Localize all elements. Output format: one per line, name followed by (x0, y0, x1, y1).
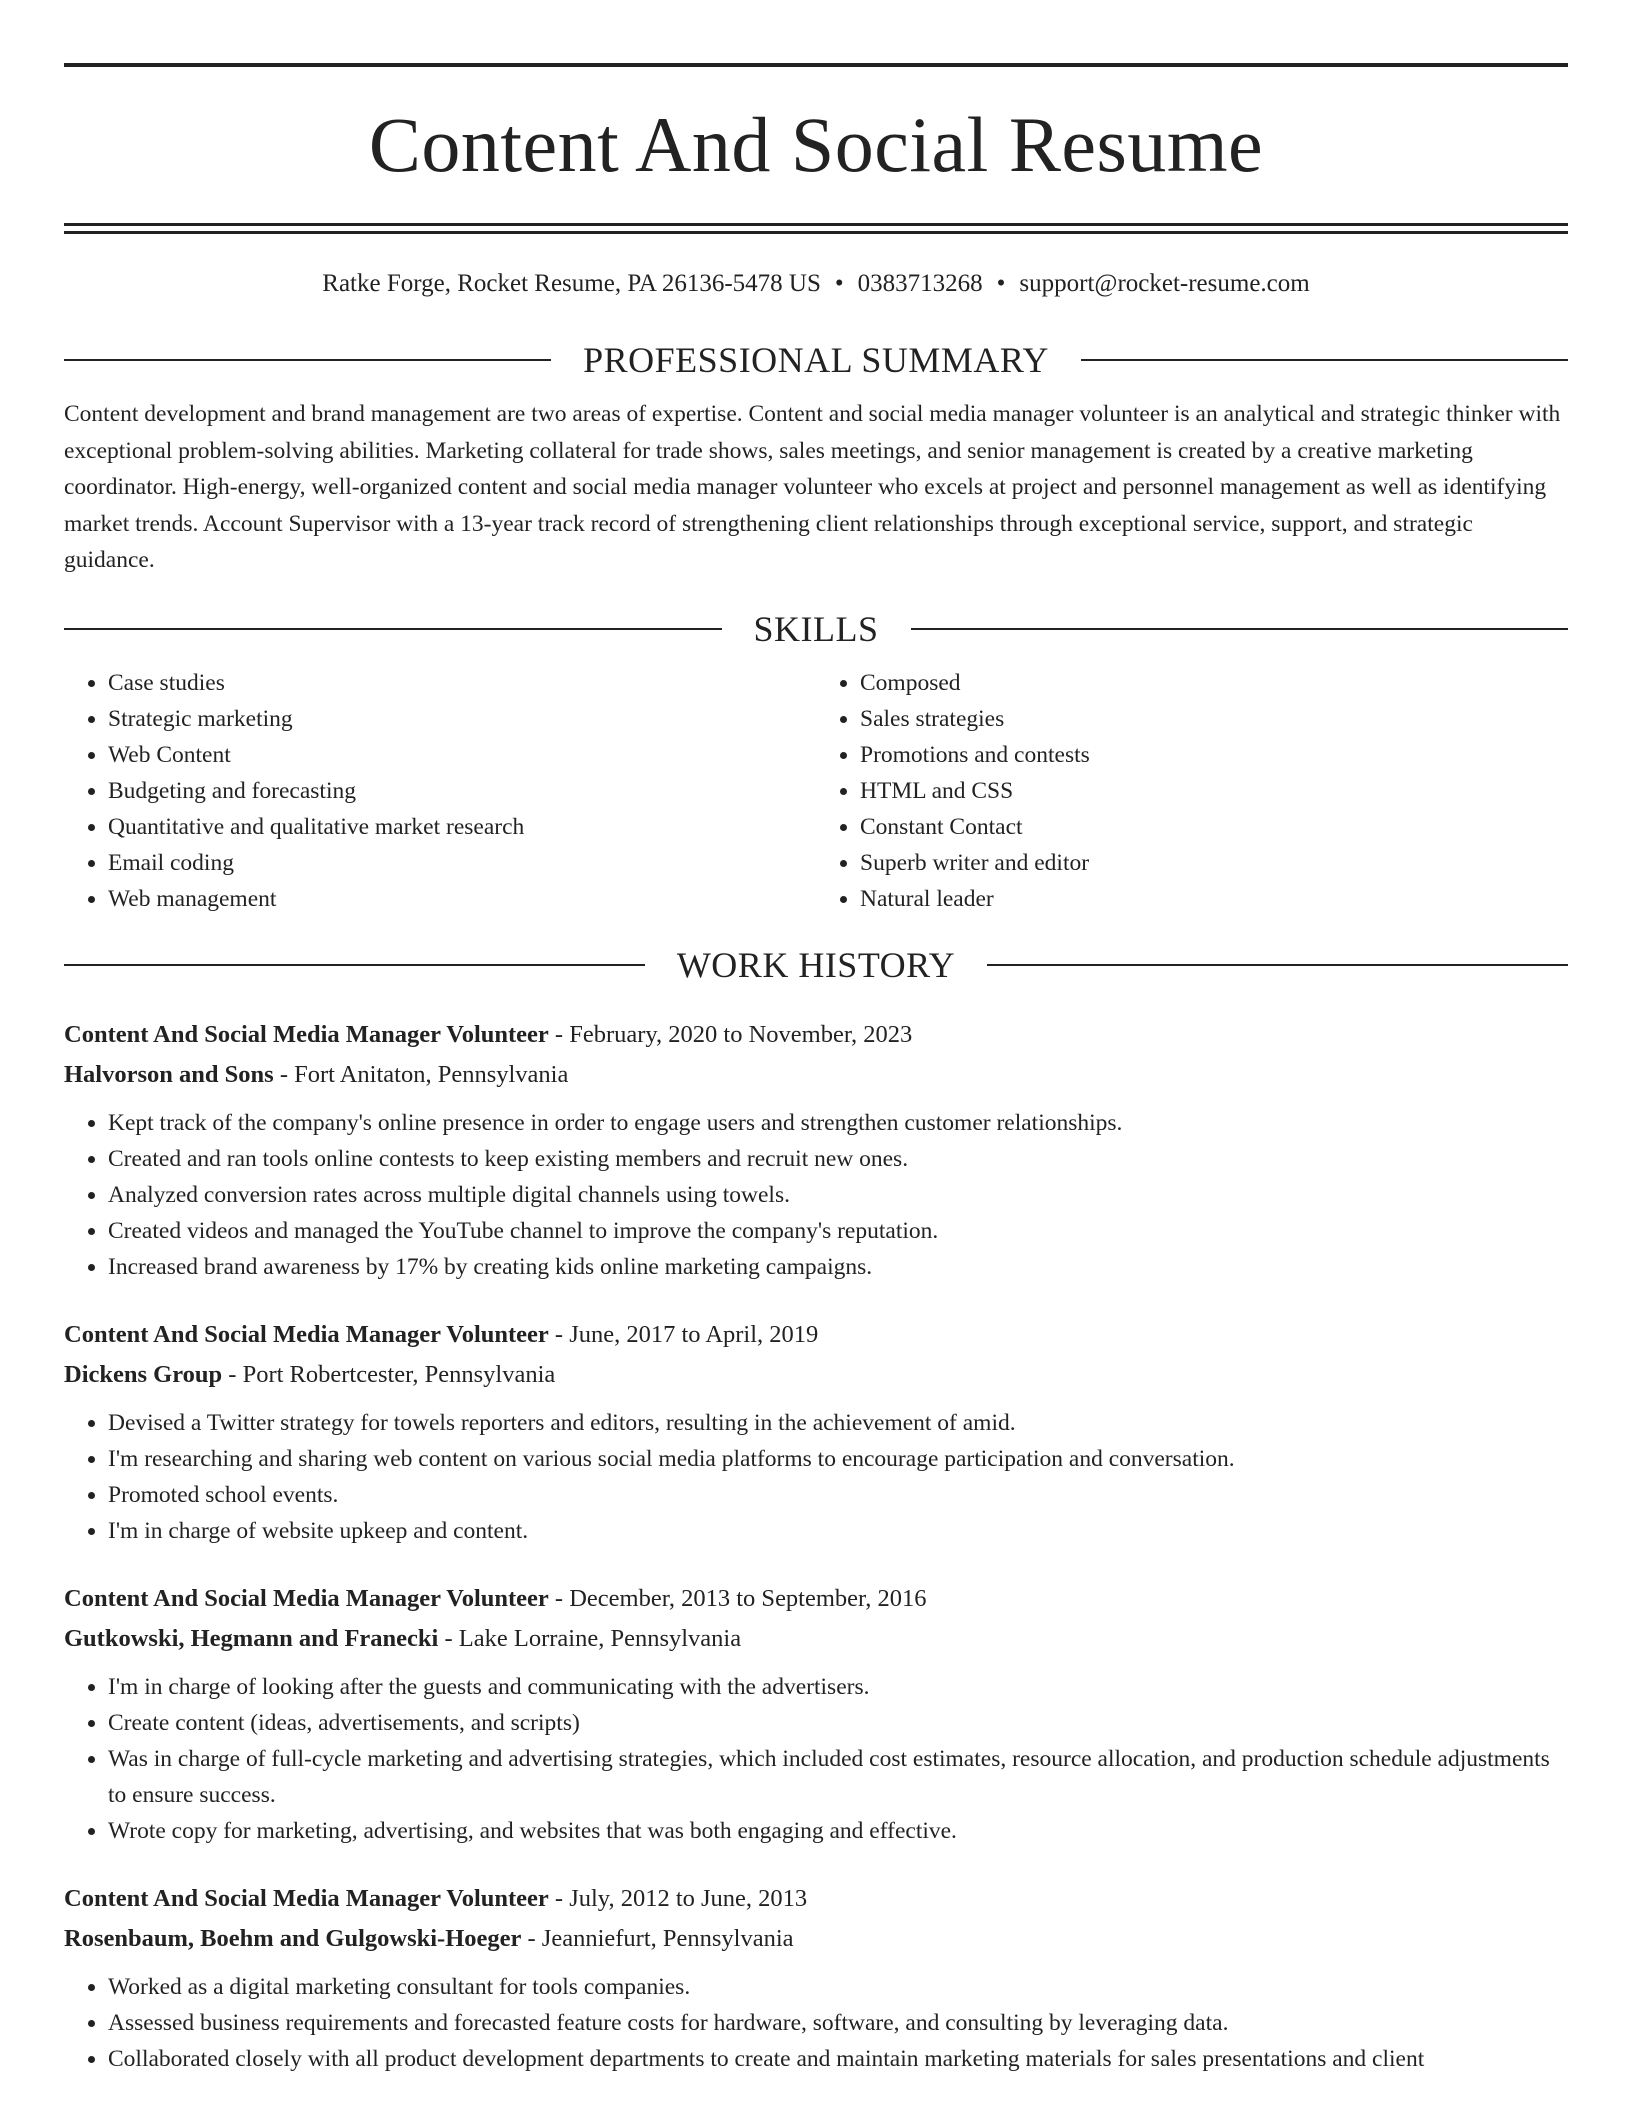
job-company: Rosenbaum, Boehm and Gulgowski-Hoeger (64, 1924, 522, 1952)
job-location: - Jeanniefurt, Pennsylvania (521, 1924, 794, 1952)
job-bullets (64, 1405, 1568, 1549)
job-company: Gutkowski, Hegmann and Franecki (64, 1624, 439, 1652)
job-bullet: • Kept track of the company's online presence in order to engage users and strengthen customer relationships. (108, 1105, 1568, 1141)
skill-item: • Web management (108, 881, 816, 917)
skill-item: • Sales strategies (860, 701, 1568, 737)
job-bullet: • Create content (ideas, advertisements, and scripts) (108, 1705, 1568, 1741)
skill-item: • Natural leader (860, 881, 1568, 917)
heading-rule-right (987, 964, 1568, 966)
skill-item: • HTML and CSS (860, 773, 1568, 809)
skills-column-right (816, 665, 1568, 917)
job-company-line (64, 1355, 1568, 1395)
job-bullet: • Assessed business requirements and forecasted feature costs for hardware, software, and consulting by leveraging data. (108, 2005, 1568, 2041)
work-heading-label: WORK HISTORY (676, 944, 956, 985)
skill-item: • Budgeting and forecasting (108, 773, 816, 809)
title-double-rule (64, 223, 1568, 234)
summary-text: Content development and brand management are two areas of expertise. Content and social media manager volunteer is an analytical and strategic thinker with exceptional problem-solving abilities. Marketing collateral for trade shows, sales meetings, and senior management is created by a creative marketing coordinator. High-energy, well-organized content and social media manager volunteer who excels at project and personnel management as well as identifying market trends. Account Supervisor with a 13-year track record of strengthening client relationships through exceptional service, support, and strategic guidance. (64, 401, 1561, 573)
job-bullet: • I'm in charge of looking after the guests and communicating with the advertisers. (108, 1669, 1568, 1705)
job-bullet: • I'm in charge of website upkeep and content. (108, 1513, 1568, 1549)
job-title: Content And Social Media Manager Volunteer (64, 1020, 549, 1048)
skill-item: • Constant Contact (860, 809, 1568, 845)
job-location: - Fort Anitaton, Pennsylvania (273, 1060, 569, 1088)
job-location: - Lake Lorraine, Pennsylvania (438, 1624, 742, 1652)
contact-line (64, 268, 1568, 300)
job-bullet: • Worked as a digital marketing consultant for tools companies. (108, 1969, 1568, 2005)
job-title: Content And Social Media Manager Volunteer (64, 1584, 549, 1612)
job-company-line (64, 1619, 1568, 1659)
summary-section-heading (64, 338, 1568, 382)
skills-section-heading (64, 607, 1568, 651)
job-entry (64, 1579, 1568, 1849)
skill-item: • Promotions and contests (860, 737, 1568, 773)
work-section-heading (64, 943, 1568, 987)
resume-title: Content And Social Resume (368, 101, 1264, 188)
job-company-line (64, 1919, 1568, 1959)
heading-rule-right (911, 628, 1569, 630)
job-bullet: • Devised a Twitter strategy for towels reporters and editors, resulting in the achievement of amid. (108, 1405, 1568, 1441)
heading-rule-left (64, 964, 645, 966)
skill-item: • Composed (860, 665, 1568, 701)
skill-item: • Web Content (108, 737, 816, 773)
skills-heading-label: SKILLS (753, 608, 879, 649)
contact-separator: • (834, 270, 844, 297)
job-company: Dickens Group (64, 1360, 223, 1388)
job-bullet: • Was in charge of full-cycle marketing and advertising strategies, which included cost estimates, resource allocation, and production schedule adjustments to ensure success. (108, 1741, 1568, 1813)
job-title-line (64, 1015, 1568, 1055)
job-dates: - February, 2020 to November, 2023 (548, 1020, 913, 1048)
skill-item: • Superb writer and editor (860, 845, 1568, 881)
job-bullet: • Collaborated closely with all product development departments to create and maintain marketing materials for sales presentations and client (108, 2041, 1568, 2077)
job-bullet: • I'm researching and sharing web content on various social media platforms to encourage participation and conversation. (108, 1441, 1568, 1477)
job-bullets (64, 1969, 1568, 2077)
job-location: - Port Robertcester, Pennsylvania (222, 1360, 556, 1388)
contact-email: support@rocket-resume.com (1019, 270, 1310, 297)
heading-rule-left (64, 628, 722, 630)
heading-rule-left (64, 359, 551, 361)
job-bullet: • Created and ran tools online contests to keep existing members and recruit new ones. (108, 1141, 1568, 1177)
summary-heading-label: PROFESSIONAL SUMMARY (583, 340, 1049, 380)
job-bullets (64, 1669, 1568, 1849)
job-dates: - June, 2017 to April, 2019 (548, 1320, 819, 1348)
skills-column-left (64, 665, 816, 917)
job-dates: - December, 2013 to September, 2016 (548, 1584, 927, 1612)
job-entry (64, 1315, 1568, 1549)
job-entry (64, 1879, 1568, 2077)
job-bullet: • Increased brand awareness by 17% by creating kids online marketing campaigns. (108, 1249, 1568, 1285)
job-title: Content And Social Media Manager Volunteer (64, 1320, 549, 1348)
skill-item: • Strategic marketing (108, 701, 816, 737)
contact-address: Ratke Forge, Rocket Resume, PA 26136-5478 US (322, 270, 821, 297)
skill-item: • Quantitative and qualitative market research (108, 809, 816, 845)
job-title-line (64, 1579, 1568, 1619)
job-dates: - July, 2012 to June, 2013 (548, 1884, 808, 1912)
job-entry (64, 1015, 1568, 1285)
job-bullets (64, 1105, 1568, 1285)
job-bullet: • Created videos and managed the YouTube channel to improve the company's reputation. (108, 1213, 1568, 1249)
contact-phone: 0383713268 (857, 270, 983, 297)
job-title-line (64, 1879, 1568, 1919)
job-company: Halvorson and Sons (64, 1060, 274, 1088)
top-rule (64, 63, 1568, 67)
contact-separator: • (996, 270, 1006, 297)
job-company-line (64, 1055, 1568, 1095)
skill-item: • Email coding (108, 845, 816, 881)
skills-list (64, 665, 1568, 917)
job-bullet: • Wrote copy for marketing, advertising, and websites that was both engaging and effective. (108, 1813, 1568, 1849)
skill-item: • Case studies (108, 665, 816, 701)
job-title-line (64, 1315, 1568, 1355)
job-title: Content And Social Media Manager Volunteer (64, 1884, 549, 1912)
job-bullet: • Promoted school events. (108, 1477, 1568, 1513)
heading-rule-right (1081, 359, 1568, 361)
job-bullet: • Analyzed conversion rates across multiple digital channels using towels. (108, 1177, 1568, 1213)
